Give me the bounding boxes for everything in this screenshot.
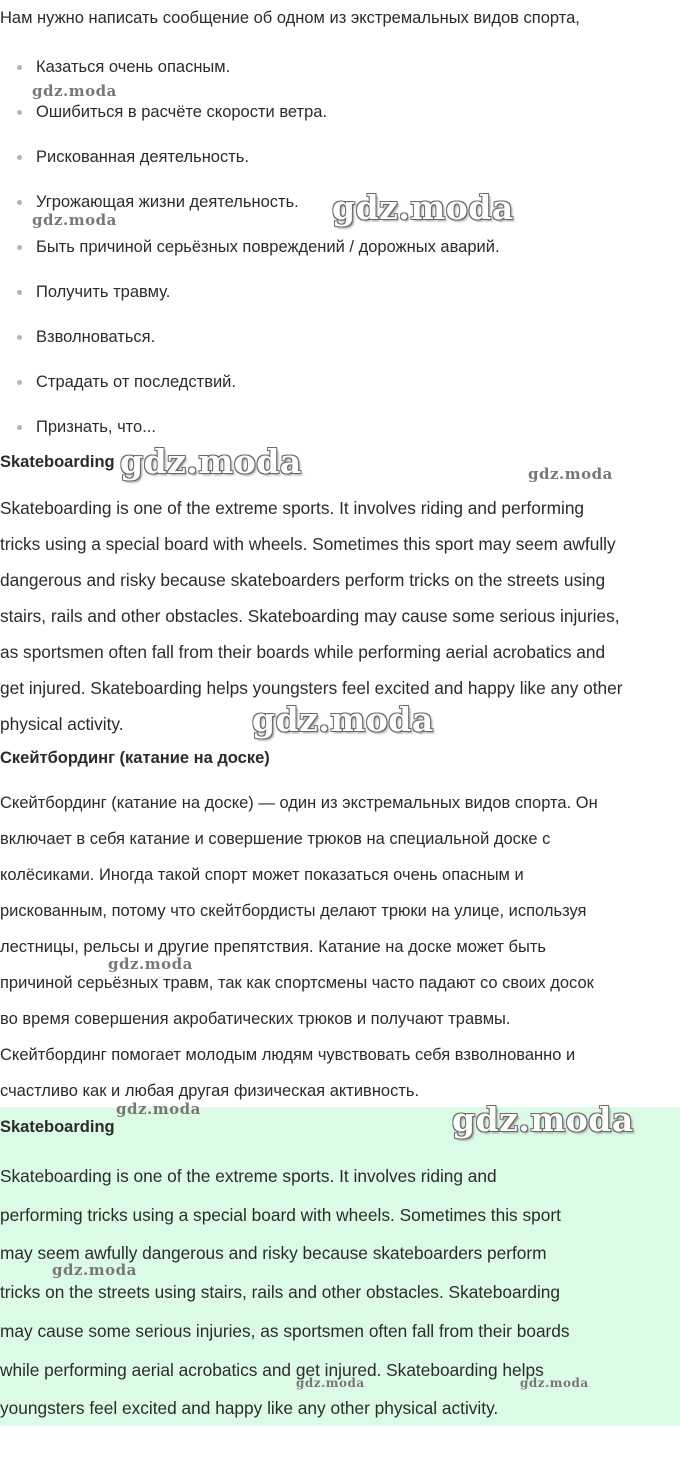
paragraph-line: youngsters feel excited and happy like any other physical activity. [0,1398,499,1419]
intro-text: Нам нужно написать сообщение об одном из экстремальных видов спорта, [0,9,580,27]
watermark: gdz.moda [452,1100,634,1139]
paragraph-line: tricks on the streets using stairs, rails and other obstacles. Skateboarding [0,1282,561,1303]
watermark: gdz.moda [120,442,302,481]
paragraph-line: рискованным, потому что скейтбордисты делают трюки на улице, используя [0,902,587,920]
paragraph-line: get injured. Skateboarding helps youngsters feel excited and happy like any other [0,678,623,698]
paragraph-line: as sportsmen often fall from their boards while performing aerial acrobatics and [0,642,606,662]
watermark: gdz.moda [332,188,514,227]
bullet-icon [17,245,22,250]
watermark: gdz.moda [296,1376,365,1390]
bullet-icon [17,65,22,70]
paragraph-line: причиной серьёзных травм, так как спортсмены часто падают со своих досок [0,974,594,992]
watermark: gdz.moda [32,82,117,100]
list-item [0,325,500,370]
watermark: gdz.moda [528,465,613,483]
list-item-text: Казаться очень опасным. [36,58,231,76]
paragraph-line: performing tricks using a special board with wheels. Sometimes this sport [0,1204,561,1225]
bullet-icon [17,425,22,430]
paragraph-line: колёсиками. Иногда такой спорт может показаться очень опасным и [0,866,524,884]
paragraph-line: включает в себя катание и совершение трюков на специальной доске с [0,830,551,848]
watermark: gdz.moda [52,1261,137,1279]
bullet-icon [17,290,22,295]
list-item [0,55,500,100]
list-item-text: Угрожающая жизни деятельность. [36,193,299,211]
terms-list [0,55,500,460]
paragraph-line: may seem awfully dangerous and risky because skateboarders perform [0,1243,547,1264]
paragraph-line: stairs, rails and other obstacles. Skateboarding may cause some serious injuries, [0,606,620,626]
paragraph-line: во время совершения акробатических трюков и получают травмы. [0,1010,511,1028]
list-item [0,370,500,415]
bullet-icon [17,335,22,340]
bullet-icon [17,200,22,205]
list-item [0,145,500,190]
watermark: gdz.moda [520,1376,589,1390]
list-item [0,280,500,325]
section-heading-russian: Скейтбординг (катание на доске) [0,749,270,767]
list-item-text: Страдать от последствий. [36,373,236,391]
bullet-icon [17,110,22,115]
list-item-text: Получить травму. [36,283,171,301]
paragraph-line: Скейтбординг (катание на доске) — один из экстремальных видов спорта. Он [0,794,598,812]
english-paragraph [0,490,623,742]
bullet-icon [17,155,22,160]
paragraph-line: Скейтбординг помогает молодым людям чувствовать себя взволнованно и [0,1046,576,1064]
paragraph-line: may cause some serious injuries, as sportsmen often fall from their boards [0,1320,570,1341]
section-heading-english: Skateboarding [0,453,115,471]
paragraph-line: dangerous and risky because skateboarders perform tricks on the streets using [0,570,606,590]
list-item-text: Взволноваться. [36,328,156,346]
paragraph-line: Skateboarding is one of the extreme sports. It involves riding and performing [0,498,585,518]
paragraph-line: Skateboarding is one of the extreme sports. It involves riding and [0,1166,497,1186]
paragraph-line: лестницы, рельсы и другие препятствия. Катание на доске может быть [0,938,546,956]
watermark: gdz.moda [116,1100,201,1118]
list-item-text: Рискованная деятельность. [36,148,249,166]
section-heading-highlighted: Skateboarding [0,1118,115,1136]
highlighted-paragraph [0,1157,570,1428]
list-item [0,100,500,145]
watermark: gdz.moda [32,211,117,229]
bullet-icon [17,380,22,385]
paragraph-line: tricks using a special board with wheels. Sometimes this sport may seem awfully [0,534,616,554]
list-item-text: Признать, что... [36,418,156,436]
list-item [0,190,500,235]
intro-cut-line [0,28,680,42]
paragraph-line: while performing aerial acrobatics and get injured. Skateboarding helps [0,1359,544,1380]
watermark: gdz.moda [108,955,193,973]
russian-paragraph [0,785,598,1109]
paragraph-line: счастливо как и любая другая физическая активность. [0,1082,420,1100]
watermark: gdz.moda [252,700,434,739]
list-item [0,235,500,280]
list-item-text: Ошибиться в расчёте скорости ветра. [36,103,328,121]
list-item-text: Быть причиной серьёзных повреждений / дорожных аварий. [36,238,500,256]
paragraph-line: physical activity. [0,714,124,734]
